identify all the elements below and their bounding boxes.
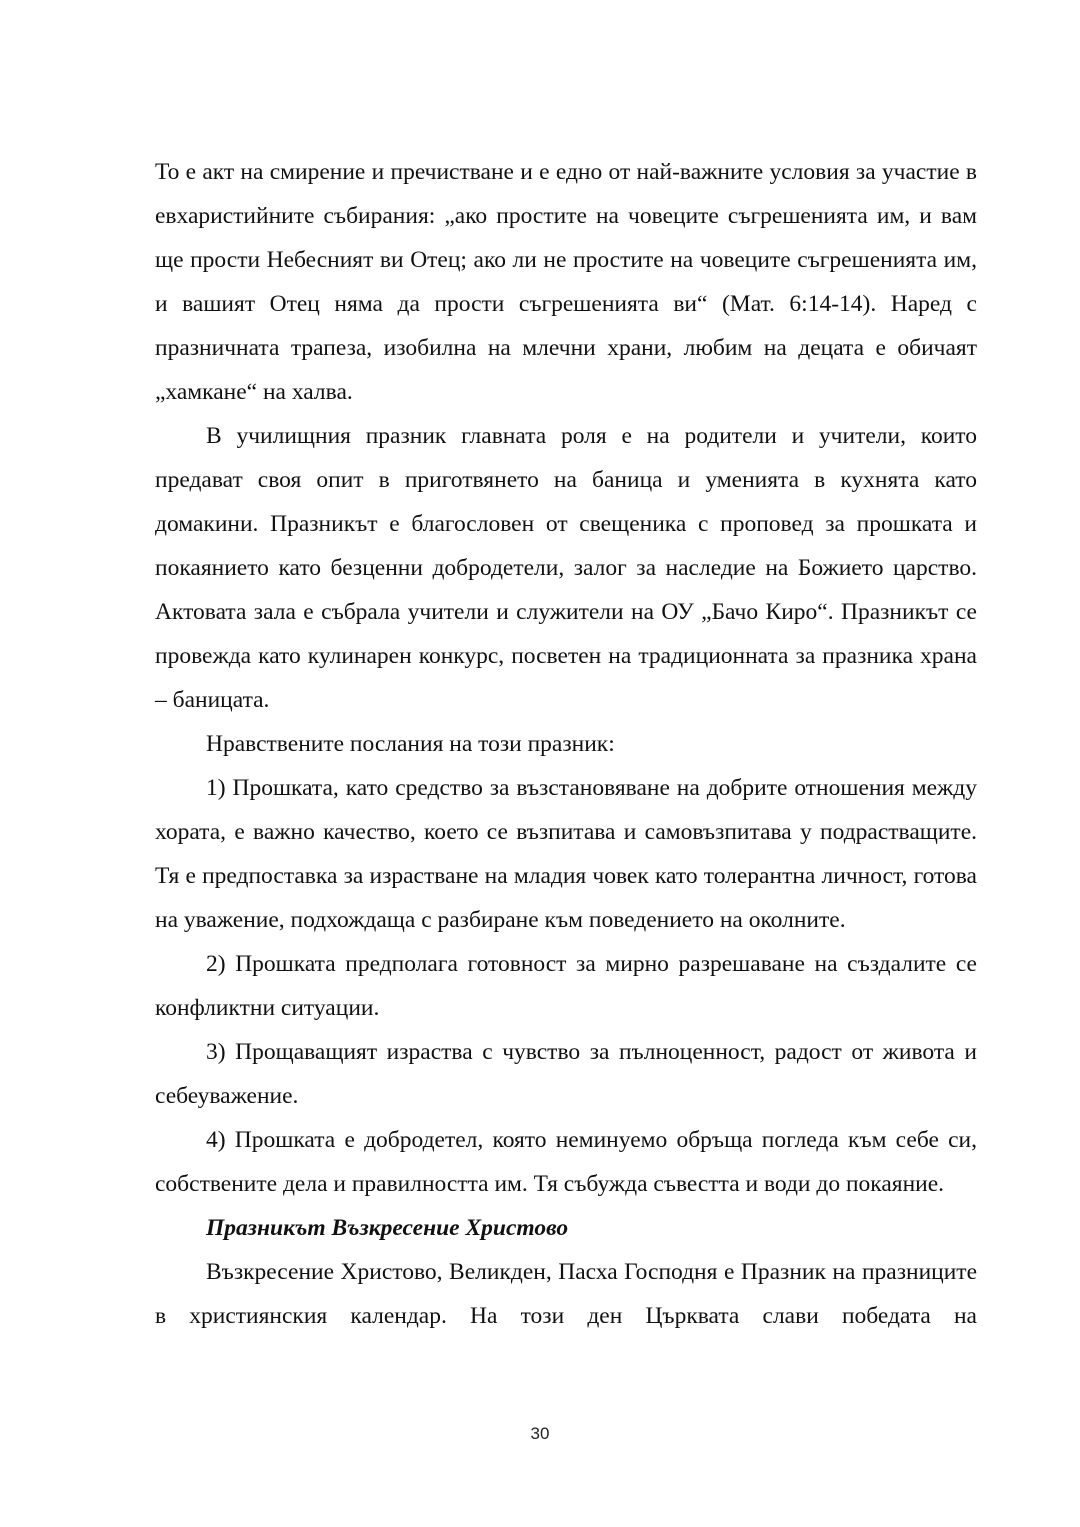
list-item-message-2: 2) Прошката предполага готовност за мирно разрешаване на създалите се конфликтни ситуации. <box>155 951 977 1021</box>
list-item-message-1: 1) Прошката, като средство за възстановяване на добрите отношения между хората, е важно качество, което се възпитава и самовъзпитава у подрастващите. Тя е предпоставка за израстване на младия човек като толерантна личност, готова на уважение, подхождаща с разбиране към поведението на околните. <box>155 775 977 933</box>
paragraph-school-holiday: В училищния празник главната роля е на родители и учители, които предават своя опит в приготвянето на баница и уменията в кухнята като домакини. Празникът е благословен от свещеника с проповед за прошката и покаянието като безценни добродетели, залог за наследие на Божието царство. Актовата зала е събрала учители и служители на ОУ „Бачо Киро“. Празникът се провежда като кулинарен конкурс, посветен на традиционната за празника храна – баницата. <box>155 423 977 713</box>
page-body <box>155 150 977 1338</box>
list-item-message-3: 3) Прощаващият израства с чувство за пълноценност, радост от живота и себеуважение. <box>155 1039 977 1109</box>
list-item-message-4: 4) Прошката е добродетел, която неминуемо обръща погледа към себе си, собствените дела и правилността им. Тя събужда съвестта и води до покаяние. <box>155 1127 977 1197</box>
section-heading: Празникът Възкресение Христово <box>206 1215 569 1241</box>
page-number: 30 <box>530 1424 550 1443</box>
paragraph-easter: Възкресение Христово, Великден, Пасха Господня е Празник на празниците в християнския календар. На този ден Църквата слави победата на <box>155 1259 977 1329</box>
paragraph-forgiveness-intro: То е акт на смирение и пречистване и е едно от най-важните условия за участие в евхаристийните събирания: „ако простите на човеците съгрешенията им, и вам ще прости Небесният ви Отец; ако ли не простите на човеците съгрешенията им, и вашият Отец няма да прости съгрешенията ви“ (Мат. 6:14-14). Наред с празничната трапеза, изобилна на млечни храни, любим на децата е обичаят „хамкане“ на халва. <box>155 159 977 405</box>
paragraph-moral-messages-intro: Нравствените послания на този празник: <box>206 731 615 757</box>
